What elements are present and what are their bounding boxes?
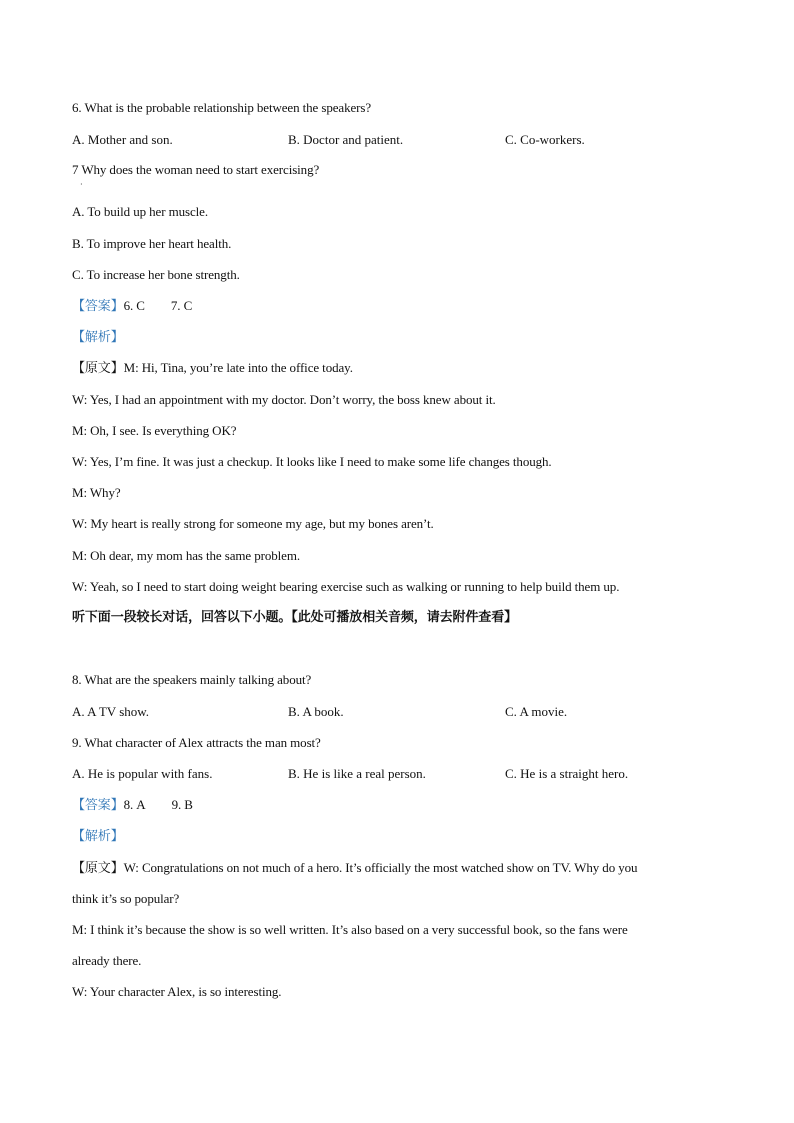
q7-option-b: B. To improve her heart health. — [72, 236, 232, 251]
transcript-tag: 【原文】 — [72, 861, 124, 876]
listening-instruction: 听下面一段较长对话，回答以下小题。【此处可播放相关音频，请去附件查看】 — [72, 610, 518, 625]
transcript-2-line-2: think it’s so popular? — [72, 891, 180, 906]
answer-7: 7. C — [170, 298, 193, 313]
stray-dot: · — [80, 180, 83, 189]
transcript-1-line-4: W: Yes, I’m fine. It was just a checkup. It looks like I need to make some life changes though. — [72, 454, 552, 469]
transcript-1-line-2: W: Yes, I had an appointment with my doctor. Don’t worry, the boss knew about it. — [72, 392, 496, 407]
transcript-1-line-5: M: Why? — [72, 485, 121, 500]
q9-option-b: B. He is like a real person. — [288, 766, 426, 781]
transcript-tag: 【原文】 — [72, 361, 124, 376]
q6-option-a: A. Mother and son. — [72, 132, 173, 147]
q6-option-b: B. Doctor and patient. — [288, 132, 404, 147]
q9-option-c: C. He is a straight hero. — [505, 766, 629, 781]
transcript-1-line-8: W: Yeah, so I need to start doing weight bearing exercise such as walking or running to help build them up. — [72, 579, 620, 594]
answer-tag: 【答案】 — [72, 299, 124, 314]
q8-option-b: B. A book. — [288, 704, 344, 719]
transcript-1-line-6: W: My heart is really strong for someone my age, but my bones aren’t. — [72, 516, 434, 531]
transcript-1-line-7: M: Oh dear, my mom has the same problem. — [72, 548, 300, 563]
q9-option-a: A. He is popular with fans. — [72, 766, 213, 781]
answer-line-1 — [72, 298, 192, 315]
q6-option-c: C. Co-workers. — [505, 132, 585, 147]
question-9: 9. What character of Alex attracts the man most? — [72, 735, 321, 750]
transcript-1-line-1: 【原文】M: Hi, Tina, you’re late into the office today. — [72, 360, 353, 376]
q7-option-c: C. To increase her bone strength. — [72, 267, 240, 282]
transcript-2-line-4: already there. — [72, 953, 142, 968]
transcript-2-line-3: M: I think it’s because the show is so well written. It’s also based on a very successful book, so the fans were — [72, 922, 628, 937]
analysis-heading-1 — [72, 329, 124, 346]
answer-8: 8. A — [123, 797, 146, 812]
q8-option-a: A. A TV show. — [72, 704, 150, 719]
analysis-tag: 【解析】 — [72, 330, 124, 345]
question-7: 7 Why does the woman need to start exercising? — [72, 162, 320, 177]
q7-option-a: A. To build up her muscle. — [72, 204, 208, 219]
question-6: 6. What is the probable relationship between the speakers? — [72, 100, 371, 115]
answer-9: 9. B — [171, 797, 193, 812]
answer-6: 6. C — [123, 298, 145, 313]
transcript-2-line-1: 【原文】W: Congratulations on not much of a hero. It’s officially the most watched show on TV. Why do you — [72, 860, 638, 876]
transcript-2-line-5: W: Your character Alex, is so interesting. — [72, 984, 282, 999]
answer-tag: 【答案】 — [72, 798, 124, 813]
question-8: 8. What are the speakers mainly talking about? — [72, 672, 312, 687]
answer-line-2 — [72, 797, 193, 814]
q8-option-c: C. A movie. — [505, 704, 568, 719]
analysis-tag: 【解析】 — [72, 829, 124, 844]
transcript-1-line-3: M: Oh, I see. Is everything OK? — [72, 423, 237, 438]
analysis-heading-2 — [72, 828, 124, 845]
